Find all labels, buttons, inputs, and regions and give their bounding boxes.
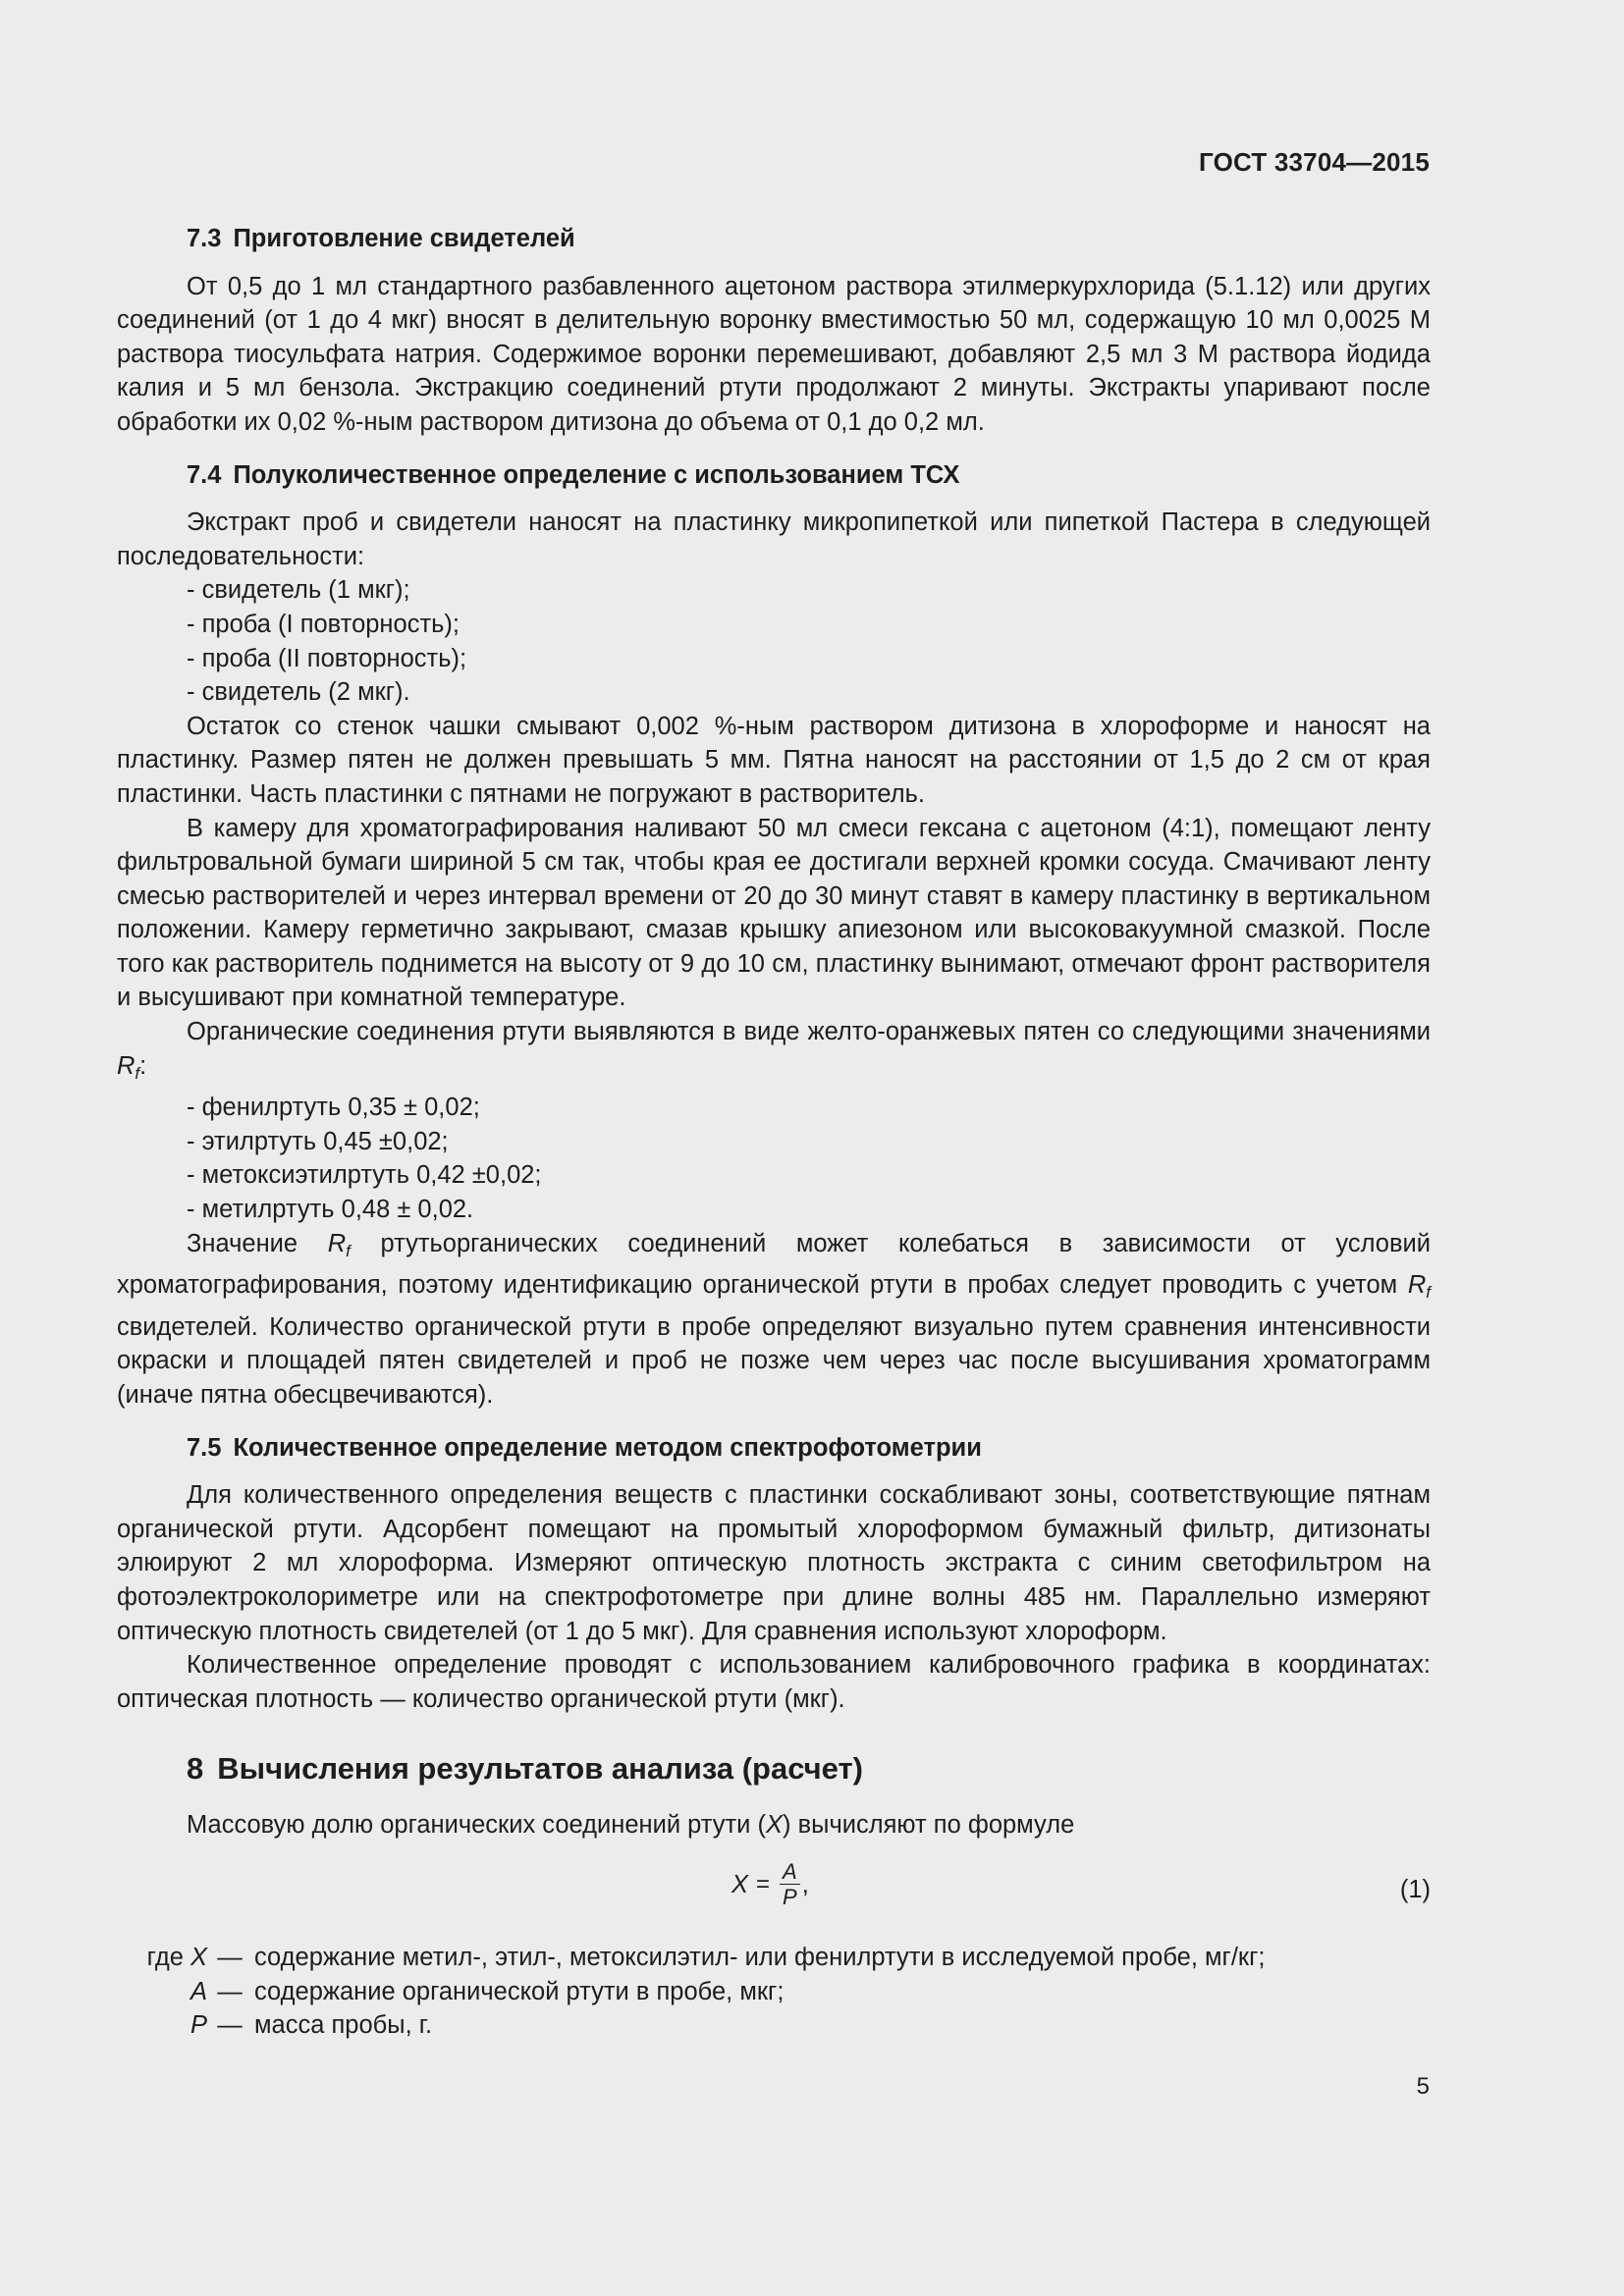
list-item: - свидетель (1 мкг); [187, 576, 410, 605]
definition-dash: — [217, 1943, 243, 1971]
page-content [117, 222, 1431, 2043]
paragraph: Остаток со стенок чашки смывают 0,002 %-ным раствором дитизона в хлороформе и наносят на пластинку. Размер пятен не должен превышать 5 мм. Пятна наносят на расстоянии от 1,5 до 2 см от края пластинки. Часть пластинки с пятнами не погружают в растворитель. [117, 712, 1431, 808]
definition-symbol: A [189, 1977, 207, 2005]
paragraph-text: ) вычисляют по формуле [783, 1811, 1075, 1840]
paragraph [117, 1808, 1431, 1842]
paragraph [117, 1015, 1431, 1091]
paragraph [117, 1227, 1431, 1413]
definition-lead [117, 1941, 207, 1975]
paragraph-text: Значение [187, 1229, 328, 1257]
list-item: - фенилртуть 0,35 ± 0,02; [187, 1094, 480, 1122]
paragraph: От 0,5 до 1 мл стандартного разбавленного ацетоном раствора этилмеркурхлорида (5.1.12) или других соединений (от 1 до 4 мкг) вносят в делительную воронку вместимостью 50 мл, содержащую 10 мл 0,0025 М раствора тиосульфата натрия. Содержимое воронки перемешивают, добавляют 2,5 мл 3 М раствора йодида калия и 5 мл бензола. Экстракцию соединений ртути продолжают 2 минуты. Экстракты упаривают после обработки их 0,02 %-ным раствором дитизона до объема от 0,1 до 0,2 мл. [117, 272, 1431, 436]
equation-number: (1) [1399, 1875, 1431, 1903]
list-item: - проба (II повторность); [187, 644, 467, 672]
paragraph-text: : [139, 1051, 147, 1080]
section-8-heading [117, 1749, 1431, 1789]
definition-row [117, 1941, 1431, 1975]
paragraph: Экстракт проб и свидетели наносят на пластинку микропипеткой или пипеткой Пастера в следующей последовательности: [117, 508, 1431, 570]
section-title: Количественное определение методом спектрофотометрии [233, 1433, 982, 1462]
fraction [780, 1860, 800, 1910]
paragraph-text: Органические соединения ртути выявляются в виде желто-оранжевых пятен со следующими значениями [187, 1018, 1431, 1046]
formula-lhs: X [731, 1870, 749, 1898]
definition-text: содержание метил-, этил-, метоксилэтил- или фенилртути в исследуемой пробе, мг/кг; [254, 1943, 1266, 1971]
paragraph-text: ртутьорганических соединений может колебаться в зависимости от условий хроматографирования, поэтому идентификацию органической ртути в пробах следует проводить с учетом [117, 1229, 1431, 1300]
definition-row [117, 1975, 1431, 2009]
formula [731, 1860, 809, 1910]
section-7-4-heading [117, 458, 1431, 493]
definition-symbol: P [189, 2011, 207, 2040]
formula-block [117, 1852, 1431, 1923]
list-item: - этилртуть 0,45 ±0,02; [187, 1127, 449, 1155]
rf-symbol: R [327, 1229, 347, 1257]
equals-sign: = [756, 1871, 771, 1898]
section-7-3-heading [117, 222, 1431, 256]
x-symbol: X [766, 1811, 784, 1840]
fraction-denominator: P [783, 1884, 797, 1909]
definition-dash: — [217, 1977, 243, 2005]
definition-word: где [146, 1943, 184, 1971]
paragraph-text: Массовую долю органических соединений ртути ( [187, 1811, 766, 1840]
paragraph-text: свидетелей. Количество органической ртути в пробе определяют визуально путем сравнения интенсивности окраски и площадей пятен свидетелей и проб не позже чем через час после высушивания хроматограмм (иначе пятна обесцвечиваются). [117, 1312, 1431, 1409]
definition-text: содержание органической ртути в пробе, мкг; [254, 1977, 785, 2005]
list-item: - свидетель (2 мкг). [187, 678, 410, 707]
formula-trailing-comma: , [801, 1870, 809, 1898]
list-item: - метилртуть 0,48 ± 0,02. [187, 1196, 474, 1224]
definition-text: масса пробы, г. [254, 2011, 433, 2040]
paragraph: Количественное определение проводят с использованием калибровочного графика в координатах: оптическая плотность — количество органической ртути (мкг). [117, 1651, 1431, 1713]
rf-symbol: R [1407, 1271, 1427, 1300]
section-number: 7.5 [187, 1433, 222, 1462]
rf-subscript: f [1426, 1283, 1431, 1303]
rf-subscript: f [346, 1241, 351, 1260]
list-item: - проба (I повторность); [187, 610, 460, 638]
paragraph: Для количественного определения веществ с пластинки соскабливают зоны, соответствующие пятнам органической ртути. Адсорбент помещают на промытый хлороформом бумажный фильтр, дитизонаты элюируют 2 мл хлороформа. Измеряют оптическую плотность экстракта с синим светофильтром на фотоэлектроколориметре или на спектрофотометре при длине волны 485 нм. Параллельно измеряют оптическую плотность свидетелей (от 1 до 5 мкг). Для сравнения используют хлороформ. [117, 1481, 1431, 1645]
section-number: 7.4 [187, 460, 222, 489]
list-item: - метоксиэтилртуть 0,42 ±0,02; [187, 1161, 542, 1190]
definition-symbol: X [189, 1943, 207, 1971]
standard-header: ГОСТ 33704—2015 [1199, 147, 1430, 177]
fraction-numerator: A [780, 1860, 800, 1885]
definition-lead [117, 2008, 207, 2043]
rf-symbol: R [117, 1051, 135, 1080]
page-number: 5 [1416, 2073, 1430, 2100]
rf-subscript: f [135, 1063, 140, 1083]
definition-row [117, 2008, 1431, 2043]
section-title: Вычисления результатов анализа (расчет) [217, 1751, 863, 1787]
section-number: 8 [187, 1751, 204, 1787]
definition-lead [117, 1975, 207, 2009]
paragraph: В камеру для хроматографирования наливают 50 мл смеси гексана с ацетоном (4:1), помещают ленту фильтровальной бумаги шириной 5 см так, чтобы края ее достигали верхней кромки сосуда. Смачивают ленту смесью растворителей и через интервал времени от 20 до 30 минут ставят в камеру пластинку в вертикальном положении. Камеру герметично закрывают, смазав крышку апиезоном или высоковакуумной смазкой. После того как растворитель поднимется на высоту от 9 до 10 см, пластинку вынимают, отмечают фронт растворителя и высушивают при комнатной температуре. [117, 814, 1431, 1012]
section-number: 7.3 [187, 225, 222, 252]
definition-dash: — [217, 2011, 243, 2040]
section-title: Полуколичественное определение с использованием ТСХ [233, 460, 960, 489]
variable-definitions [117, 1941, 1431, 2043]
section-7-5-heading [117, 1431, 1431, 1466]
section-title: Приготовление свидетелей [233, 225, 575, 252]
